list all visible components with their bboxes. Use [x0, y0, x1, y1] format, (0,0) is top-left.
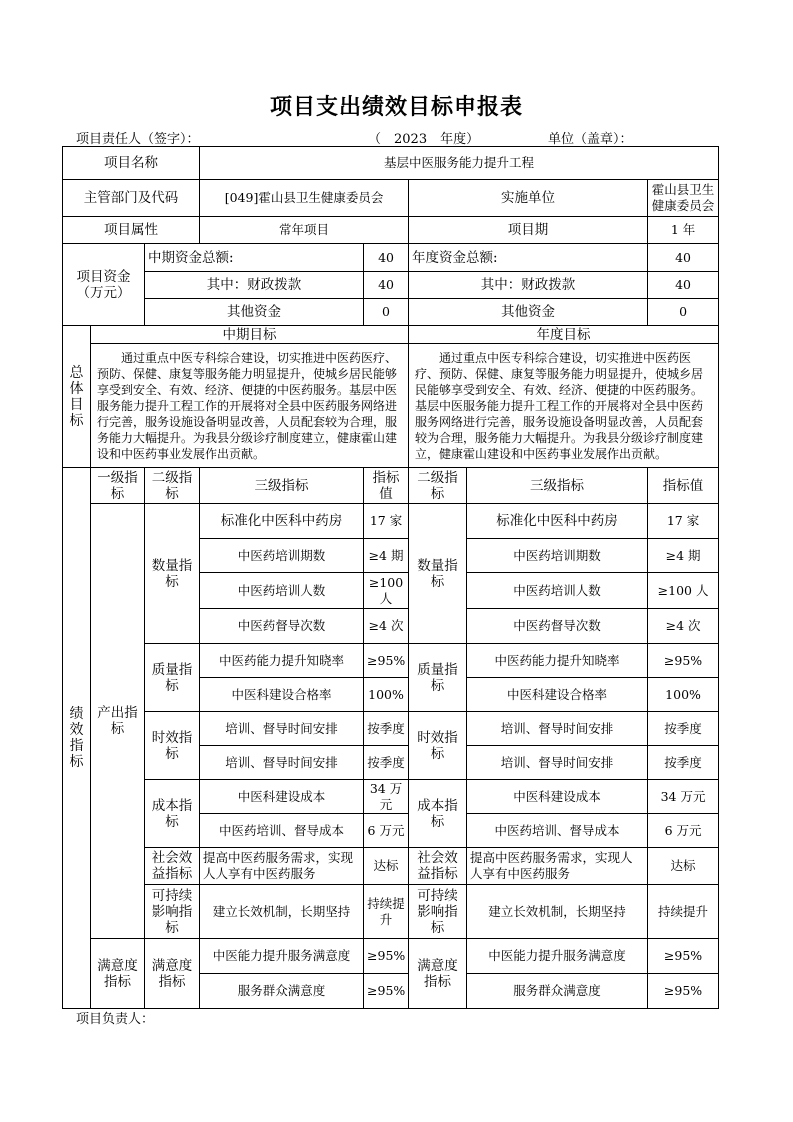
- mid-indicator: 提高中医药服务需求，实现人人享有中医药服务: [200, 848, 364, 885]
- mid-value: 6 万元: [364, 814, 409, 848]
- project-owner-label: 项目负责人：: [76, 1012, 155, 1027]
- year-value: 100%: [648, 678, 719, 712]
- mid-indicator: 中医药培训、督导成本: [200, 814, 364, 848]
- timeliness-indicator-mid: 时效指标: [145, 712, 200, 780]
- project-name-label: 项目名称: [63, 147, 200, 180]
- satisfaction-indicator-label: 满意度指标: [91, 939, 145, 1009]
- sustain-indicator-year: 可持续影响指标: [409, 885, 467, 939]
- header-value: 指标值: [364, 468, 409, 504]
- mid-value: ≥4 期: [364, 539, 409, 573]
- mid-indicator: 中医药培训人数: [200, 573, 364, 609]
- period-label: 项目期: [409, 217, 648, 244]
- header-level2-year: 二级指标: [409, 468, 467, 504]
- attr-value: 常年项目: [200, 217, 409, 244]
- year-value: 6 万元: [648, 814, 719, 848]
- responsible-label: 项目责任人（签字）：: [76, 132, 200, 147]
- year-goal-text: 通过重点中医专科综合建设，切实推进中医药医疗、预防、保健、康复等服务能力明显提升，使城乡居民能够享受到安全、有效、经济、便捷的中医药服务。基层中医服务能力提升工程工作的开展将对全县中医药服务网络进行完善，服务设施设备明显改善，人员配套较为合理，服务能力大幅提升。为我县分级诊疗制度建立，健康霍山建设和中医药事业发展作出贡献。: [409, 344, 719, 468]
- year-value: 17 家: [648, 504, 719, 539]
- mid-value: 按季度: [364, 712, 409, 746]
- year-total-value: 40: [648, 244, 719, 272]
- year-value: 34 万元: [648, 780, 719, 814]
- mid-other-label: 其他资金: [145, 299, 364, 326]
- quantity-indicator-year: 数量指标: [409, 504, 467, 644]
- mid-indicator: 培训、督导时间安排: [200, 712, 364, 746]
- mid-indicator: 培训、督导时间安排: [200, 746, 364, 780]
- year-value: 按季度: [648, 712, 719, 746]
- year-indicator: 中医药督导次数: [467, 609, 648, 644]
- mid-indicator: 中医能力提升服务满意度: [200, 939, 364, 974]
- satis-indicator-mid: 满意度指标: [145, 939, 200, 1009]
- mid-indicator: 建立长效机制，长期坚持: [200, 885, 364, 939]
- form-title: 项目支出绩效目标申报表: [269, 95, 523, 120]
- year-value: ≥95%: [648, 939, 719, 974]
- year-indicator: 提高中医药服务需求，实现人人享有中医药服务: [467, 848, 648, 885]
- mid-total-value: 40: [364, 244, 409, 272]
- header-level1: 一级指标: [91, 468, 145, 504]
- output-indicator-label: 产出指标: [91, 504, 145, 939]
- project-name-value: 基层中医服务能力提升工程: [200, 147, 719, 180]
- quality-indicator-year: 质量指标: [409, 644, 467, 712]
- year-indicator: 培训、督导时间安排: [467, 712, 648, 746]
- year-fiscal-value: 40: [648, 272, 719, 299]
- mid-fiscal-value: 40: [364, 272, 409, 299]
- mid-value: 持续提升: [364, 885, 409, 939]
- attr-label: 项目属性: [63, 217, 200, 244]
- mid-value: ≥4 次: [364, 609, 409, 644]
- mid-goal-header: 中期目标: [91, 326, 409, 344]
- year-indicator: 中医科建设成本: [467, 780, 648, 814]
- mid-value: ≥95%: [364, 644, 409, 678]
- social-indicator-year: 社会效益指标: [409, 848, 467, 885]
- header-value-year: 指标值: [648, 468, 719, 504]
- year-other-value: 0: [648, 299, 719, 326]
- performance-target-table: [62, 146, 719, 1009]
- year-indicator: 中医药培训人数: [467, 573, 648, 609]
- overall-goal-label: 总体目标: [63, 326, 91, 468]
- period-value: 1 年: [648, 217, 719, 244]
- year-label: （ 2023 年度）: [368, 132, 480, 147]
- mid-indicator: 服务群众满意度: [200, 974, 364, 1009]
- mid-indicator: 标准化中医科中药房: [200, 504, 364, 539]
- year-indicator: 中医科建设合格率: [467, 678, 648, 712]
- year-indicator: 标准化中医科中药房: [467, 504, 648, 539]
- sustain-indicator-mid: 可持续影响指标: [145, 885, 200, 939]
- cost-indicator-mid: 成本指标: [145, 780, 200, 848]
- year-value: ≥95%: [648, 974, 719, 1009]
- year-indicator: 服务群众满意度: [467, 974, 648, 1009]
- quantity-indicator-mid: 数量指标: [145, 504, 200, 644]
- mid-value: 按季度: [364, 746, 409, 780]
- year-other-label: 其他资金: [409, 299, 648, 326]
- year-value: 达标: [648, 848, 719, 885]
- quality-indicator-mid: 质量指标: [145, 644, 200, 712]
- year-indicator: 建立长效机制，长期坚持: [467, 885, 648, 939]
- year-indicator: 中医药能力提升知晓率: [467, 644, 648, 678]
- funds-label: 项目资金（万元）: [63, 244, 145, 326]
- indicators-label: 绩效指标: [63, 468, 91, 1009]
- year-fiscal-label: 其中：财政拨款: [409, 272, 648, 299]
- year-value: ≥4 期: [648, 539, 719, 573]
- mid-indicator: 中医药能力提升知晓率: [200, 644, 364, 678]
- mid-value: 17 家: [364, 504, 409, 539]
- impl-unit-label: 实施单位: [409, 180, 648, 217]
- mid-value: ≥100 人: [364, 573, 409, 609]
- mid-value: ≥95%: [364, 974, 409, 1009]
- year-indicator: 中医药培训期数: [467, 539, 648, 573]
- timeliness-indicator-year: 时效指标: [409, 712, 467, 780]
- impl-unit-value: 霍山县卫生健康委员会: [648, 180, 719, 217]
- dept-value: [049]霍山县卫生健康委员会: [200, 180, 409, 217]
- mid-indicator: 中医药督导次数: [200, 609, 364, 644]
- satis-indicator-year: 满意度指标: [409, 939, 467, 1009]
- year-indicator: 中医药培训、督导成本: [467, 814, 648, 848]
- year-value: 按季度: [648, 746, 719, 780]
- mid-value: 34 万元: [364, 780, 409, 814]
- mid-fiscal-label: 其中：财政拨款: [145, 272, 364, 299]
- year-value: ≥100 人: [648, 573, 719, 609]
- year-value: ≥95%: [648, 644, 719, 678]
- social-indicator-mid: 社会效益指标: [145, 848, 200, 885]
- mid-indicator: 中医药培训期数: [200, 539, 364, 573]
- year-total-label: 年度资金总额:: [409, 244, 648, 272]
- mid-indicator: 中医科建设成本: [200, 780, 364, 814]
- year-goal-header: 年度目标: [409, 326, 719, 344]
- mid-total-label: 中期资金总额:: [145, 244, 364, 272]
- mid-indicator: 中医科建设合格率: [200, 678, 364, 712]
- mid-value: ≥95%: [364, 939, 409, 974]
- dept-label: 主管部门及代码: [63, 180, 200, 217]
- cost-indicator-year: 成本指标: [409, 780, 467, 848]
- header-level3-year: 三级指标: [467, 468, 648, 504]
- mid-value: 100%: [364, 678, 409, 712]
- year-indicator: 培训、督导时间安排: [467, 746, 648, 780]
- year-value: ≥4 次: [648, 609, 719, 644]
- unit-seal-label: 单位（盖章）：: [548, 132, 633, 147]
- mid-goal-text: 通过重点中医专科综合建设，切实推进中医药医疗、预防、保健、康复等服务能力明显提升，使城乡居民能够享受到安全、有效、经济、便捷的中医药服务。基层中医服务能力提升工程工作的开展将对全县中医药服务网络进行完善，服务设施设备明显改善，人员配套较为合理，服务能力大幅提升。为我县分级诊疗制度建立，健康霍山建设和中医药事业发展作出贡献。: [91, 344, 409, 468]
- year-indicator: 中医能力提升服务满意度: [467, 939, 648, 974]
- header-level2: 二级指标: [145, 468, 200, 504]
- mid-value: 达标: [364, 848, 409, 885]
- year-value: 持续提升: [648, 885, 719, 939]
- mid-other-value: 0: [364, 299, 409, 326]
- header-level3: 三级指标: [200, 468, 364, 504]
